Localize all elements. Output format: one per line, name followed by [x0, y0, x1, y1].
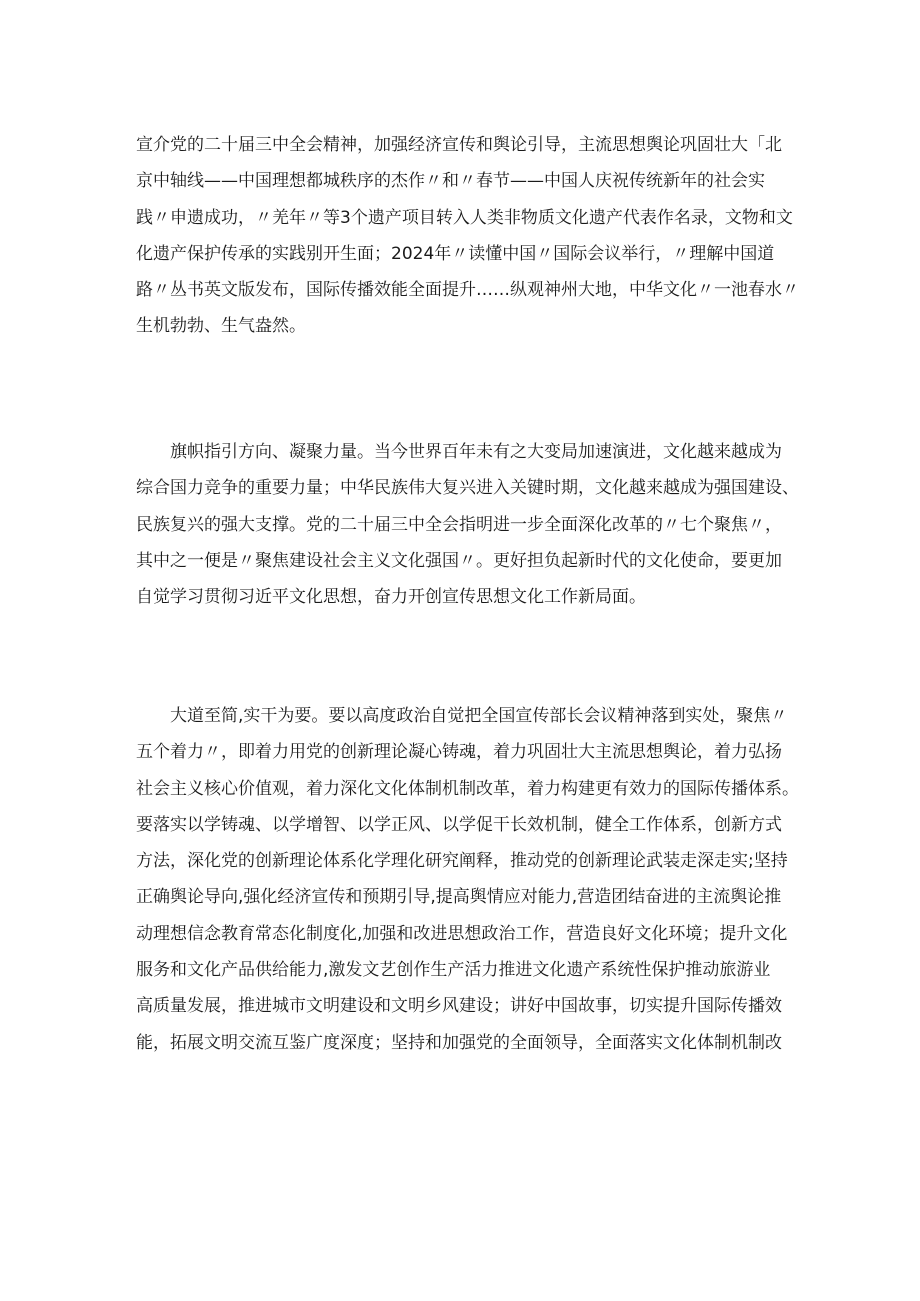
text-line: 民族复兴的强大支撑。党的二十届三中全会指明进一步全面深化改革的〃七个聚焦〃， [136, 514, 782, 535]
text-line: 践〃申遗成功，〃羌年〃等3个遗产项目转入人类非物质文化遗产代表作名录，文物和文 [136, 207, 793, 228]
text-line: 综合国力竞争的重要力量；中华民族伟大复兴进入关键时期，文化越来越成为强国建设、 [136, 478, 799, 499]
text-line: 大道至简,实干为要。要以高度政治自觉把全国宣传部长会议精神落到实处，聚焦〃 [170, 706, 788, 726]
text-line: 能，拓展文明交流互鉴广度深度；坚持和加强党的全面领导，全面落实文化体制机制改 [136, 1032, 782, 1053]
text-line: 生机勃勃、生气盎然。 [136, 316, 306, 337]
text-line: 服务和文化产品供给能力,激发文艺创作生产活力推进文化遗产系统性保护推动旅游业 [136, 960, 771, 981]
text-line: 宣介党的二十届三中全会精神，加强经济宣传和舆论引导，主流思想舆论巩固壮大「北 [136, 135, 782, 155]
text-line: 高质量发展，推进城市文明建设和文明乡风建设；讲好中国故事，切实提升国际传播效 [136, 996, 782, 1017]
text-line: 路〃丛书英文版发布，国际传播效能全面提升……纵观神州大地，中华文化〃一池春水〃 [136, 280, 799, 301]
text-line: 社会主义核心价值观，着力深化文化体制机制改革，着力构建更有效力的国际传播体系。 [136, 778, 799, 799]
text-line: 化遗产保护传承的实践别开生面；2024年〃读懂中国〃国际会议举行，〃理解中国道 [136, 243, 775, 264]
paragraph-2 [136, 434, 799, 615]
paragraph-3 [136, 698, 799, 1061]
text-line: 京中轴线——中国理想都城秩序的杰作〃和〃春节——中国人庆祝传统新年的社会实 [136, 171, 765, 192]
text-line: 旗帜指引方向、凝聚力量。当今世界百年未有之大变局加速演进，文化越来越成为 [170, 442, 782, 462]
text-line: 五个着力〃，即着力用党的创新理论凝心铸魂，着力巩固壮大主流思想舆论，着力弘扬 [136, 742, 782, 763]
text-line: 方法，深化党的创新理论体系化学理化研究阐释，推动党的创新理论武装走深走实;坚持 [136, 851, 788, 872]
text-line: 动理想信念教育常态化制度化,加强和改进思想政治工作，营造良好文化环境；提升文化 [136, 923, 788, 944]
text-line: 自觉学习贯彻习近平文化思想，奋力开创宣传思想文化工作新局面。 [136, 587, 646, 608]
paragraph-1 [136, 127, 799, 345]
text-line: 其中之一便是〃聚焦建设社会主义文化强国〃。更好担负起新时代的文化使命，要更加 [136, 550, 782, 571]
text-line: 要落实以学铸魂、以学增智、以学正风、以学促干长效机制，健全工作体系，创新方式 [136, 814, 782, 835]
text-line: 正确舆论导向,强化经济宣传和预期引导,提高舆情应对能力,营造团结奋进的主流舆论推 [136, 887, 782, 908]
